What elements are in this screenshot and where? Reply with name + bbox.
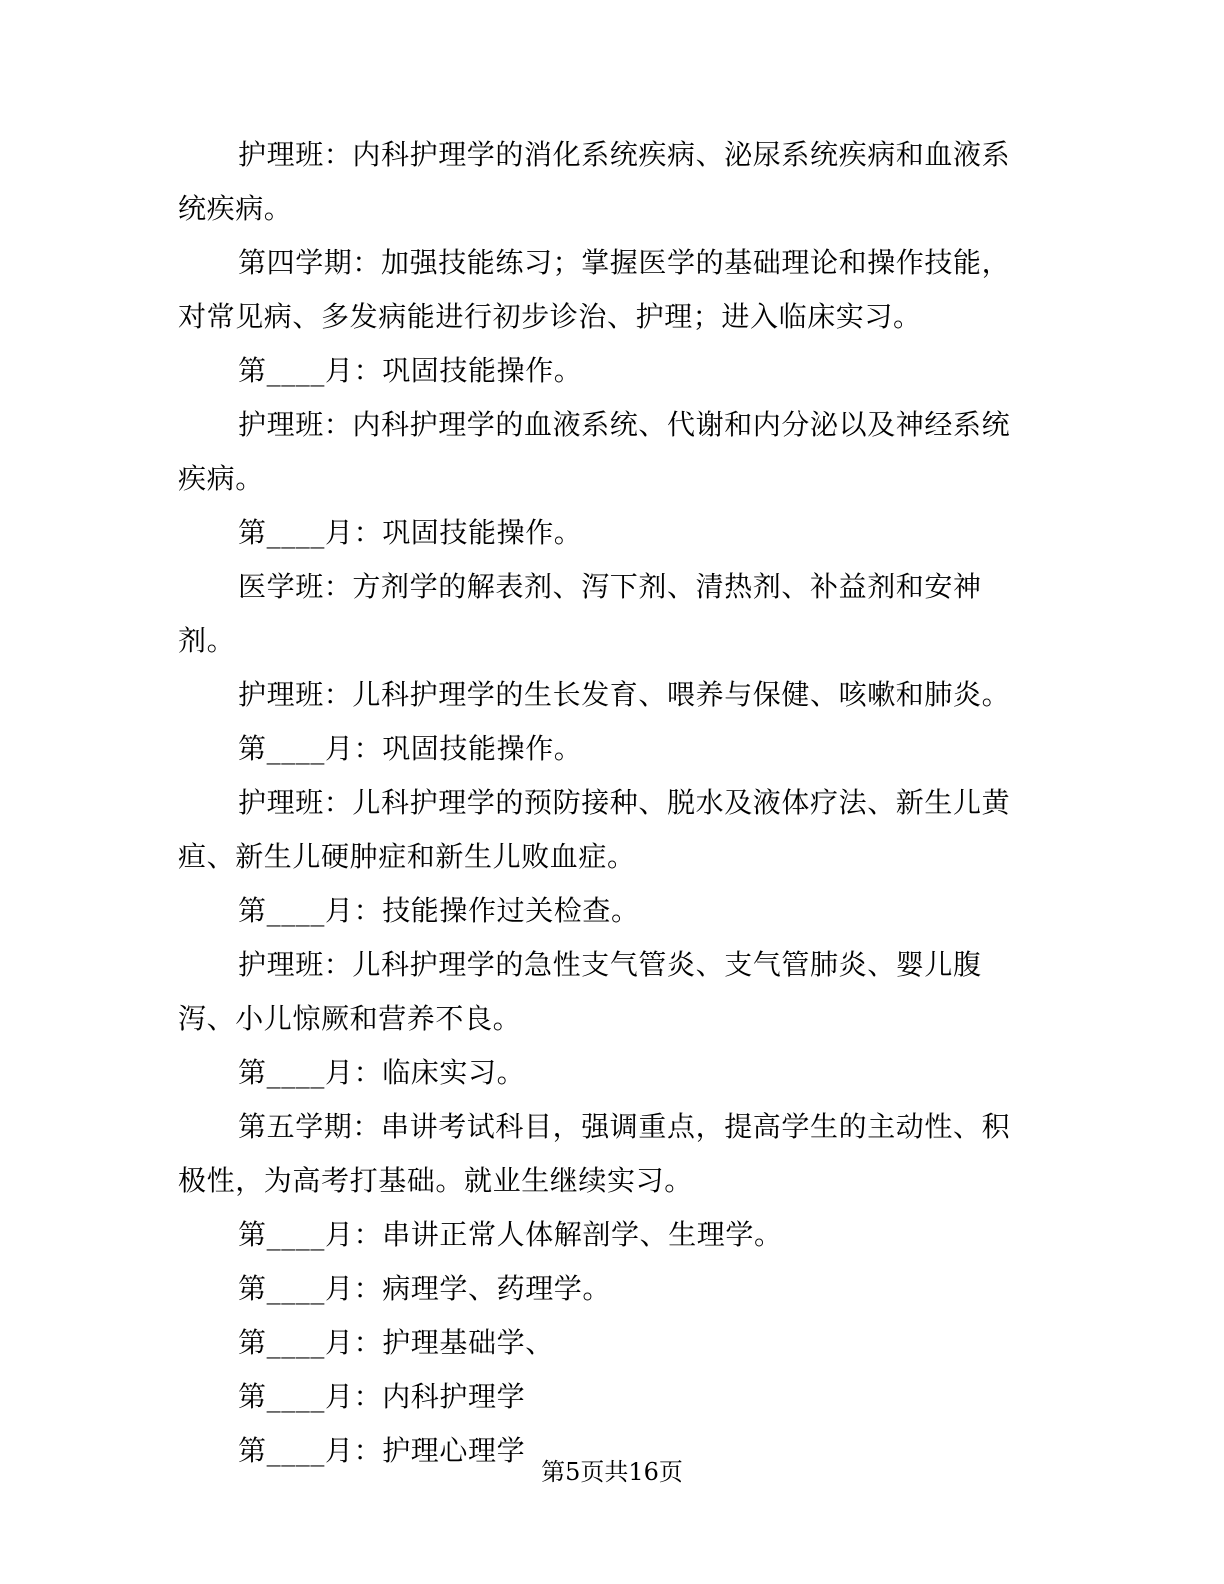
paragraph: 第____月：临床实习。: [238, 1056, 526, 1089]
paragraph: 第____月：技能操作过关检查。: [238, 894, 640, 927]
paragraph: 第____月：内科护理学: [238, 1380, 526, 1413]
paragraph: 护理班：内科护理学的消化系统疾病、泌尿系统疾病和血液系统疾病。: [178, 138, 1011, 225]
paragraph: 护理班：内科护理学的血液系统、代谢和内分泌以及神经系统疾病。: [178, 408, 1011, 495]
page-number-footer: 第5页共16页: [541, 1458, 683, 1486]
paragraph: 第五学期：串讲考试科目，强调重点，提高学生的主动性、积极性，为高考打基础。就业生继续实习。: [178, 1110, 1011, 1197]
paragraph: 第____月：巩固技能操作。: [238, 354, 583, 387]
paragraph: 护理班：儿科护理学的预防接种、脱水及液体疗法、新生儿黄疸、新生儿硬肿症和新生儿败血症。: [178, 786, 1011, 873]
paragraph: 第四学期：加强技能练习；掌握医学的基础理论和操作技能，对常见病、多发病能进行初步诊治、护理；进入临床实习。: [178, 246, 1011, 333]
paragraph: 第____月：护理基础学、: [238, 1326, 554, 1359]
paragraph: 第____月：巩固技能操作。: [238, 732, 583, 765]
paragraph: 第____月：护理心理学: [238, 1434, 526, 1467]
paragraph: 第____月：巩固技能操作。: [238, 516, 583, 549]
document-body: [178, 128, 1018, 1478]
paragraph: 医学班：方剂学的解表剂、泻下剂、清热剂、补益剂和安神剂。: [178, 570, 982, 657]
paragraph: 第____月：病理学、药理学。: [238, 1272, 612, 1305]
paragraph: 第____月：串讲正常人体解剖学、生理学。: [238, 1218, 783, 1251]
paragraph: 护理班：儿科护理学的急性支气管炎、支气管肺炎、婴儿腹泻、小儿惊厥和营养不良。: [178, 948, 982, 1035]
paragraph: 护理班：儿科护理学的生长发育、喂养与保健、咳嗽和肺炎。: [238, 678, 1011, 711]
